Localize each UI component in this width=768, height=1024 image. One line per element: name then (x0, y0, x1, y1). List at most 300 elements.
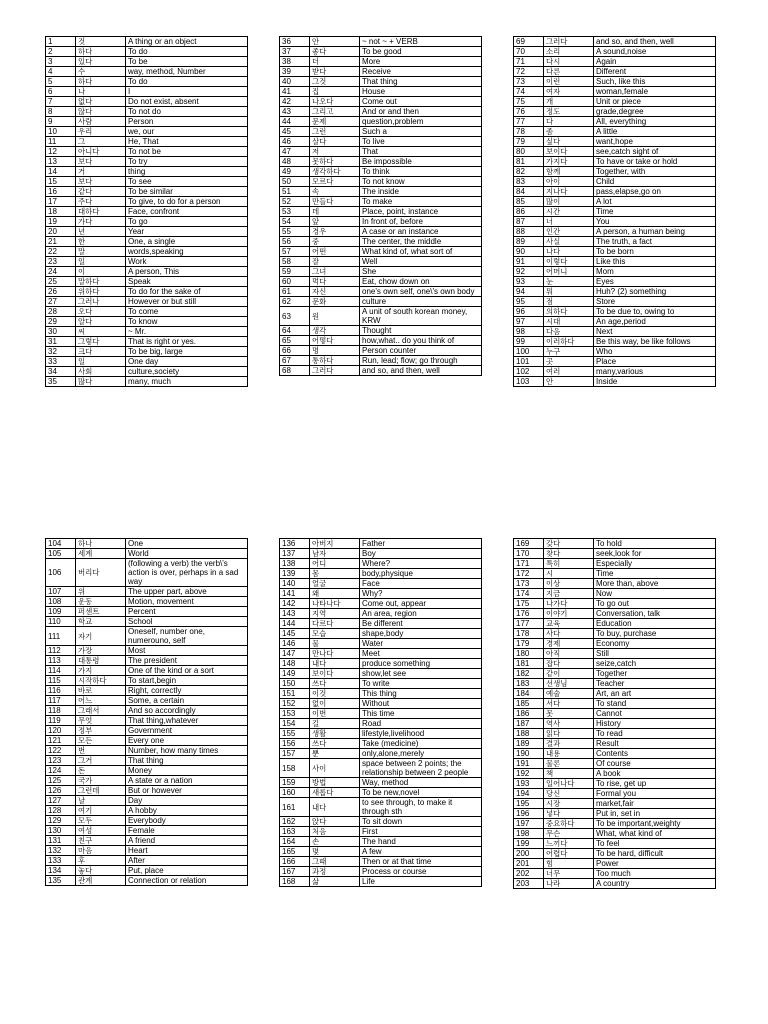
english-meaning: A unit of south korean money, KRW (360, 307, 482, 326)
english-meaning: A lot (594, 197, 716, 207)
korean-word: 사다 (544, 629, 594, 639)
entry-number: 50 (280, 177, 310, 187)
english-meaning: Next (594, 327, 716, 337)
vocab-row (514, 167, 716, 177)
vocab-row (280, 699, 482, 709)
korean-word: 놓다 (76, 866, 126, 876)
vocab-row (514, 769, 716, 779)
english-meaning: body,physique (360, 569, 482, 579)
vocab-table-5 (279, 538, 482, 887)
entry-number: 175 (514, 599, 544, 609)
english-meaning: ~ Mr. (126, 327, 248, 337)
vocab-row (280, 599, 482, 609)
korean-word: 사람 (76, 117, 126, 127)
korean-word: 보이다 (310, 669, 360, 679)
vocab-row (46, 826, 248, 836)
vocab-row (46, 317, 248, 327)
korean-word: 이야기 (544, 609, 594, 619)
korean-word: 가다 (76, 217, 126, 227)
korean-word: 세계 (76, 549, 126, 559)
korean-word: 하나 (76, 539, 126, 549)
korean-word: 자기 (76, 627, 126, 646)
english-meaning: seize,catch (594, 659, 716, 669)
entry-number: 70 (514, 47, 544, 57)
korean-word: 운동 (76, 597, 126, 607)
vocab-row (280, 187, 482, 197)
korean-word: 결과 (544, 739, 594, 749)
english-meaning: One of the kind or a sort (126, 666, 248, 676)
entry-number: 128 (46, 806, 76, 816)
korean-word: 생각 (310, 326, 360, 336)
entry-number: 129 (46, 816, 76, 826)
entry-number: 26 (46, 287, 76, 297)
vocab-row (46, 37, 248, 47)
korean-word: 자신 (310, 287, 360, 297)
korean-word: 모두 (76, 816, 126, 826)
vocab-row (46, 617, 248, 627)
english-meaning: and so, and then, well (360, 366, 482, 376)
vocab-row (514, 719, 716, 729)
entry-number: 157 (280, 749, 310, 759)
entry-number: 180 (514, 649, 544, 659)
english-meaning: To give, to do for a person (126, 197, 248, 207)
english-meaning: produce something (360, 659, 482, 669)
vocab-row (46, 137, 248, 147)
english-meaning: What kind of, what sort of (360, 247, 482, 257)
korean-word: 지나다 (544, 187, 594, 197)
korean-word: 어디 (310, 559, 360, 569)
korean-word: 여성 (76, 826, 126, 836)
vocab-row (280, 107, 482, 117)
english-meaning: Come out, appear (360, 599, 482, 609)
vocab-row (514, 287, 716, 297)
english-meaning: Place, point, instance (360, 207, 482, 217)
vocab-row (46, 307, 248, 317)
english-meaning: and so, and then, well (594, 37, 716, 47)
vocab-row (46, 217, 248, 227)
korean-word: 나다 (544, 247, 594, 257)
entry-number: 79 (514, 137, 544, 147)
korean-word: 앉다 (310, 817, 360, 827)
english-meaning: More (360, 57, 482, 67)
vocab-row (46, 227, 248, 237)
korean-word: 관계 (76, 876, 126, 886)
english-meaning: Put in, set in (594, 809, 716, 819)
english-meaning: To come (126, 307, 248, 317)
korean-word: 것 (76, 37, 126, 47)
korean-word: 마음 (76, 846, 126, 856)
english-meaning: To go (126, 217, 248, 227)
vocab-row (46, 267, 248, 277)
korean-word: 그러다 (544, 37, 594, 47)
vocab-row (46, 127, 248, 137)
entry-number: 138 (280, 559, 310, 569)
vocab-row (280, 877, 482, 887)
vocab-row (280, 729, 482, 739)
english-meaning: shape,body (360, 629, 482, 639)
english-meaning: Of course (594, 759, 716, 769)
entry-number: 2 (46, 47, 76, 57)
entry-number: 105 (46, 549, 76, 559)
korean-word: 있다 (76, 57, 126, 67)
entry-number: 187 (514, 719, 544, 729)
korean-word: 곳 (544, 357, 594, 367)
entry-number: 63 (280, 307, 310, 326)
entry-number: 53 (280, 207, 310, 217)
entry-number: 28 (46, 307, 76, 317)
vocab-row (514, 267, 716, 277)
vocab-row (280, 639, 482, 649)
entry-number: 197 (514, 819, 544, 829)
korean-word: 처음 (310, 827, 360, 837)
korean-word: 여자 (544, 87, 594, 97)
english-meaning: Store (594, 297, 716, 307)
vocab-table-6 (513, 538, 716, 889)
entry-number: 19 (46, 217, 76, 227)
vocab-row (46, 87, 248, 97)
korean-word: 쓰다 (310, 679, 360, 689)
korean-word: 일어나다 (544, 779, 594, 789)
vocab-row (280, 157, 482, 167)
entry-number: 81 (514, 157, 544, 167)
vocab-row (280, 177, 482, 187)
korean-word: 그래서 (76, 706, 126, 716)
vocab-row (46, 257, 248, 267)
english-meaning: To try (126, 157, 248, 167)
english-meaning: I (126, 87, 248, 97)
korean-word: 가장 (76, 646, 126, 656)
korean-word: 년 (76, 227, 126, 237)
korean-word: 소리 (544, 47, 594, 57)
english-meaning: A person, a human being (594, 227, 716, 237)
vocab-row (514, 709, 716, 719)
entry-number: 87 (514, 217, 544, 227)
vocab-row (514, 227, 716, 237)
korean-word: 이 (76, 267, 126, 277)
entry-number: 85 (514, 197, 544, 207)
korean-word: 국가 (76, 776, 126, 786)
entry-number: 123 (46, 756, 76, 766)
english-meaning: An area, region (360, 609, 482, 619)
entry-number: 56 (280, 237, 310, 247)
korean-word: 느끼다 (544, 839, 594, 849)
vocab-row (514, 629, 716, 639)
vocab-row (514, 157, 716, 167)
korean-word: 서다 (544, 699, 594, 709)
korean-word: 바로 (76, 686, 126, 696)
vocab-row (46, 327, 248, 337)
korean-word: 인간 (544, 227, 594, 237)
english-meaning: To not do (126, 107, 248, 117)
vocab-row (46, 147, 248, 157)
entry-number: 156 (280, 739, 310, 749)
english-meaning: To hold (594, 539, 716, 549)
english-meaning: grade,degree (594, 107, 716, 117)
entry-number: 130 (46, 826, 76, 836)
entry-number: 75 (514, 97, 544, 107)
korean-word: 점 (544, 297, 594, 307)
entry-number: 20 (46, 227, 76, 237)
korean-word: 않다 (76, 107, 126, 117)
english-meaning: To be born (594, 247, 716, 257)
korean-word: 오다 (76, 307, 126, 317)
english-meaning: To rise, get up (594, 779, 716, 789)
korean-word: 그녀 (310, 267, 360, 277)
korean-word: 한 (76, 237, 126, 247)
korean-word: 모든 (76, 736, 126, 746)
entry-number: 203 (514, 879, 544, 889)
korean-word: 일 (76, 357, 126, 367)
english-meaning: A sound,noise (594, 47, 716, 57)
english-meaning: To be important,weighty (594, 819, 716, 829)
english-meaning: see,catch sight of (594, 147, 716, 157)
english-meaning: Economy (594, 639, 716, 649)
entry-number: 171 (514, 559, 544, 569)
vocab-row (46, 856, 248, 866)
english-meaning: Still (594, 649, 716, 659)
korean-word: 싶다 (544, 137, 594, 147)
korean-word: 못 (544, 709, 594, 719)
vocab-row (280, 739, 482, 749)
vocab-row (514, 789, 716, 799)
vocab-row (46, 347, 248, 357)
vocab-row (46, 786, 248, 796)
english-meaning: question,problem (360, 117, 482, 127)
vocab-row (514, 137, 716, 147)
korean-word: 위 (76, 587, 126, 597)
english-meaning: show,let see (360, 669, 482, 679)
entry-number: 80 (514, 147, 544, 157)
entry-number: 68 (280, 366, 310, 376)
korean-word: 통하다 (310, 356, 360, 366)
english-meaning: To be big, large (126, 347, 248, 357)
entry-number: 148 (280, 659, 310, 669)
vocab-row (514, 317, 716, 327)
entry-number: 67 (280, 356, 310, 366)
vocab-row (280, 326, 482, 336)
english-meaning: ~ not ~ + VERB (360, 37, 482, 47)
korean-word: 받다 (310, 67, 360, 77)
entry-number: 152 (280, 699, 310, 709)
vocab-row (46, 776, 248, 786)
entry-number: 59 (280, 267, 310, 277)
korean-word: 의하다 (544, 307, 594, 317)
vocab-row (280, 277, 482, 287)
vocab-row (280, 827, 482, 837)
english-meaning: Who (594, 347, 716, 357)
korean-word: 앞 (310, 217, 360, 227)
english-meaning: In front of, before (360, 217, 482, 227)
english-meaning: lifestyle,livelihood (360, 729, 482, 739)
vocab-row (514, 307, 716, 317)
vocab-row (46, 676, 248, 686)
english-meaning: To start,begin (126, 676, 248, 686)
entry-number: 88 (514, 227, 544, 237)
korean-word: 힘 (544, 859, 594, 869)
entry-number: 29 (46, 317, 76, 327)
english-meaning: way, method, Number (126, 67, 248, 77)
english-meaning: Different (594, 67, 716, 77)
korean-word: 내다 (310, 798, 360, 817)
english-meaning: That (360, 147, 482, 157)
vocab-row (46, 686, 248, 696)
entry-number: 191 (514, 759, 544, 769)
vocab-row (514, 217, 716, 227)
entry-number: 90 (514, 247, 544, 257)
entry-number: 134 (46, 866, 76, 876)
entry-number: 200 (514, 849, 544, 859)
english-meaning: To be good (360, 47, 482, 57)
entry-number: 18 (46, 207, 76, 217)
entry-number: 38 (280, 57, 310, 67)
entry-number: 25 (46, 277, 76, 287)
entry-number: 173 (514, 579, 544, 589)
english-meaning: To not know (360, 177, 482, 187)
korean-word: 못하다 (310, 157, 360, 167)
vocab-row (514, 829, 716, 839)
entry-number: 91 (514, 257, 544, 267)
korean-word: 아버지 (310, 539, 360, 549)
english-meaning: Such, like this (594, 77, 716, 87)
korean-word: 시 (544, 569, 594, 579)
entry-number: 125 (46, 776, 76, 786)
korean-word: 시간 (544, 207, 594, 217)
vocab-row (514, 649, 716, 659)
korean-word: 살다 (310, 137, 360, 147)
entry-number: 47 (280, 147, 310, 157)
entry-number: 97 (514, 317, 544, 327)
vocab-row (514, 739, 716, 749)
english-meaning: The inside (360, 187, 482, 197)
korean-word: 책 (544, 769, 594, 779)
english-meaning: To do for the sake of (126, 287, 248, 297)
english-meaning: The center, the middle (360, 237, 482, 247)
entry-number: 43 (280, 107, 310, 117)
entry-number: 44 (280, 117, 310, 127)
entry-number: 192 (514, 769, 544, 779)
entry-number: 72 (514, 67, 544, 77)
vocab-row (514, 247, 716, 257)
english-meaning: A friend (126, 836, 248, 846)
vocab-row (514, 749, 716, 759)
vocab-row (280, 137, 482, 147)
english-meaning: how,what.. do you think of (360, 336, 482, 346)
english-meaning: Contents (594, 749, 716, 759)
english-meaning: Where? (360, 559, 482, 569)
entry-number: 78 (514, 127, 544, 137)
korean-word: 말하다 (76, 277, 126, 287)
korean-word: 돈 (76, 766, 126, 776)
english-meaning: The president (126, 656, 248, 666)
entry-number: 124 (46, 766, 76, 776)
entry-number: 94 (514, 287, 544, 297)
vocab-row (514, 297, 716, 307)
korean-word: 누구 (544, 347, 594, 357)
korean-word: 다른 (544, 67, 594, 77)
english-meaning: market,fair (594, 799, 716, 809)
english-meaning: Art, an art (594, 689, 716, 699)
english-meaning: That is right or yes. (126, 337, 248, 347)
english-meaning: Meet (360, 649, 482, 659)
vocab-row (514, 559, 716, 569)
korean-word: 삶 (310, 877, 360, 887)
vocab-row (46, 377, 248, 387)
entry-number: 62 (280, 297, 310, 307)
english-meaning: Road (360, 719, 482, 729)
korean-word: 역사 (544, 719, 594, 729)
english-meaning: To be similar (126, 187, 248, 197)
korean-word: 다시 (544, 57, 594, 67)
entry-number: 127 (46, 796, 76, 806)
vocab-row (280, 336, 482, 346)
vocab-row (46, 287, 248, 297)
vocab-row (280, 679, 482, 689)
vocab-row (514, 107, 716, 117)
vocab-row (46, 157, 248, 167)
entry-number: 140 (280, 579, 310, 589)
korean-word: 이렇다 (544, 257, 594, 267)
entry-number: 163 (280, 827, 310, 837)
entry-number: 82 (514, 167, 544, 177)
vocab-row (514, 47, 716, 57)
entry-number: 27 (46, 297, 76, 307)
vocab-row (514, 619, 716, 629)
korean-word: 지역 (310, 609, 360, 619)
english-meaning: First (360, 827, 482, 837)
entry-number: 126 (46, 786, 76, 796)
english-meaning: Child (594, 177, 716, 187)
english-meaning: Put, place (126, 866, 248, 876)
korean-word: 내다 (310, 659, 360, 669)
vocab-row (514, 869, 716, 879)
korean-word: 보이다 (544, 147, 594, 157)
korean-word: 과정 (310, 867, 360, 877)
english-meaning: Speak (126, 277, 248, 287)
vocab-row (514, 347, 716, 357)
entry-number: 118 (46, 706, 76, 716)
korean-word: 특히 (544, 559, 594, 569)
vocab-row (514, 839, 716, 849)
entry-number: 6 (46, 87, 76, 97)
korean-word: 그런데 (76, 786, 126, 796)
vocab-row (280, 817, 482, 827)
korean-word: 속 (310, 187, 360, 197)
english-meaning: To see (126, 177, 248, 187)
english-meaning: To have or take or hold (594, 157, 716, 167)
vocab-row (46, 597, 248, 607)
english-meaning: Unit or piece (594, 97, 716, 107)
vocab-row (280, 346, 482, 356)
vocab-row (46, 806, 248, 816)
vocab-row (514, 729, 716, 739)
korean-word: 여러 (544, 367, 594, 377)
vocab-row (46, 207, 248, 217)
english-meaning: Huh? (2) something (594, 287, 716, 297)
entry-number: 46 (280, 137, 310, 147)
vocab-row (46, 77, 248, 87)
entry-number: 5 (46, 77, 76, 87)
entry-number: 57 (280, 247, 310, 257)
english-meaning: You (594, 217, 716, 227)
entry-number: 115 (46, 676, 76, 686)
english-meaning: To not be (126, 147, 248, 157)
entry-number: 17 (46, 197, 76, 207)
korean-word: 몸 (310, 569, 360, 579)
korean-word: 잡다 (544, 659, 594, 669)
english-meaning: Day (126, 796, 248, 806)
entry-number: 45 (280, 127, 310, 137)
vocab-row (280, 67, 482, 77)
